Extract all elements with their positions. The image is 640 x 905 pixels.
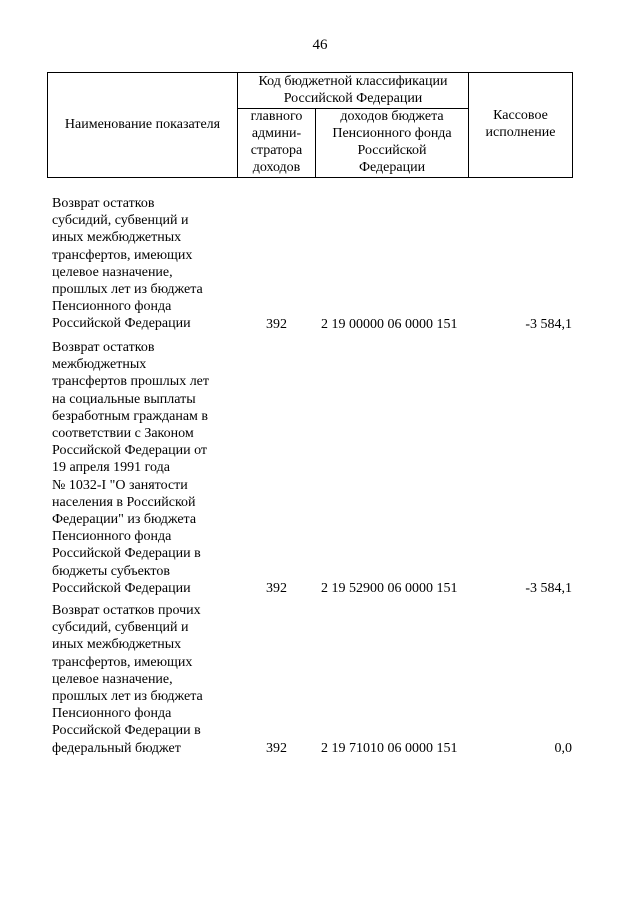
row-name: [52, 602, 232, 757]
row-name-line: 19 апреля 1991 года: [52, 460, 170, 476]
row-income-code: 2 19 52900 06 0000 151: [321, 580, 458, 596]
header-income-line2: Пенсионного фонда: [332, 126, 452, 142]
row-name-line: Возврат остатков: [52, 196, 155, 211]
header-income: [316, 109, 469, 178]
header-name: Наименование показателя: [48, 73, 238, 178]
header-admin-line2: админи-: [251, 126, 302, 142]
row-name-line: Российской Федерации в: [52, 723, 201, 739]
table-row: [0, 195, 640, 333]
row-name-line: Российской Федерации от: [52, 443, 208, 459]
header-execution-line2: исполнение: [485, 125, 556, 140]
row-name: [52, 339, 232, 597]
row-name-line: федеральный бюджет: [52, 740, 181, 756]
header-admin: [238, 109, 316, 178]
row-name-line: Российской Федерации: [52, 580, 191, 596]
row-income-code: 2 19 71010 06 0000 151: [321, 740, 458, 756]
header-execution: [469, 73, 573, 178]
row-name-line: субсидий, субвенций и: [52, 213, 189, 229]
row-name-line: Российской Федерации: [52, 316, 191, 332]
row-name-line: трансфертов, имеющих: [52, 654, 193, 670]
row-name: [52, 195, 232, 333]
row-execution: 0,0: [554, 740, 572, 756]
row-execution: -3 584,1: [525, 316, 572, 332]
row-admin-code: 392: [266, 316, 287, 332]
row-name-line: Возврат остатков прочих: [52, 603, 201, 618]
header-admin-line4: доходов: [252, 159, 301, 175]
row-name-line: Возврат остатков: [52, 340, 155, 355]
row-name-line: Пенсионного фонда: [52, 706, 172, 722]
row-name-line: межбюджетных: [52, 357, 147, 373]
row-name-line: прошлых лет из бюджета: [52, 282, 203, 298]
row-name-line: населения в Российской: [52, 494, 196, 510]
row-name-line: целевое назначение,: [52, 671, 173, 687]
row-name-line: трансфертов прошлых лет: [52, 374, 210, 390]
table-row: [0, 339, 640, 597]
row-name-line: целевое назначение,: [52, 264, 173, 280]
row-name-line: Федерации" из бюджета: [52, 512, 197, 528]
header-code-group-text: Код бюджетной классификации Российской Федерации: [258, 73, 448, 106]
row-name-line: трансфертов, имеющих: [52, 247, 193, 263]
header-income-line1: доходов бюджета: [340, 109, 444, 125]
header-income-line3: Российской: [357, 143, 427, 158]
row-name-line: субсидий, субвенций и: [52, 620, 189, 636]
header-execution-line1: Кассовое: [493, 108, 548, 124]
row-name-line: на социальные выплаты: [52, 391, 196, 407]
row-name-line: безработным гражданам в: [52, 408, 209, 424]
row-name-line: иных межбюджетных: [52, 230, 182, 246]
row-name-line: соответствии с Законом: [52, 426, 194, 442]
row-name-line: бюджеты субъектов: [52, 563, 170, 579]
header-admin-line3: стратора: [250, 143, 303, 158]
row-income-code: 2 19 00000 06 0000 151: [321, 316, 458, 332]
row-name-line: прошлых лет из бюджета: [52, 689, 203, 705]
header-code-group: [238, 73, 469, 109]
row-name-line: иных межбюджетных: [52, 637, 182, 653]
page-number: 46: [312, 37, 328, 53]
row-admin-code: 392: [266, 580, 287, 596]
header-admin-line1: главного: [250, 109, 303, 125]
row-name-line: № 1032-I "О занятости: [52, 477, 188, 493]
header-income-line4: Федерации: [358, 159, 426, 175]
row-name-line: Российской Федерации в: [52, 546, 201, 562]
table-row: [0, 602, 640, 757]
row-admin-code: 392: [266, 740, 287, 756]
row-execution: -3 584,1: [525, 580, 572, 596]
table-header: [47, 72, 573, 178]
row-name-line: Пенсионного фонда: [52, 529, 172, 545]
row-name-line: Пенсионного фонда: [52, 299, 172, 315]
